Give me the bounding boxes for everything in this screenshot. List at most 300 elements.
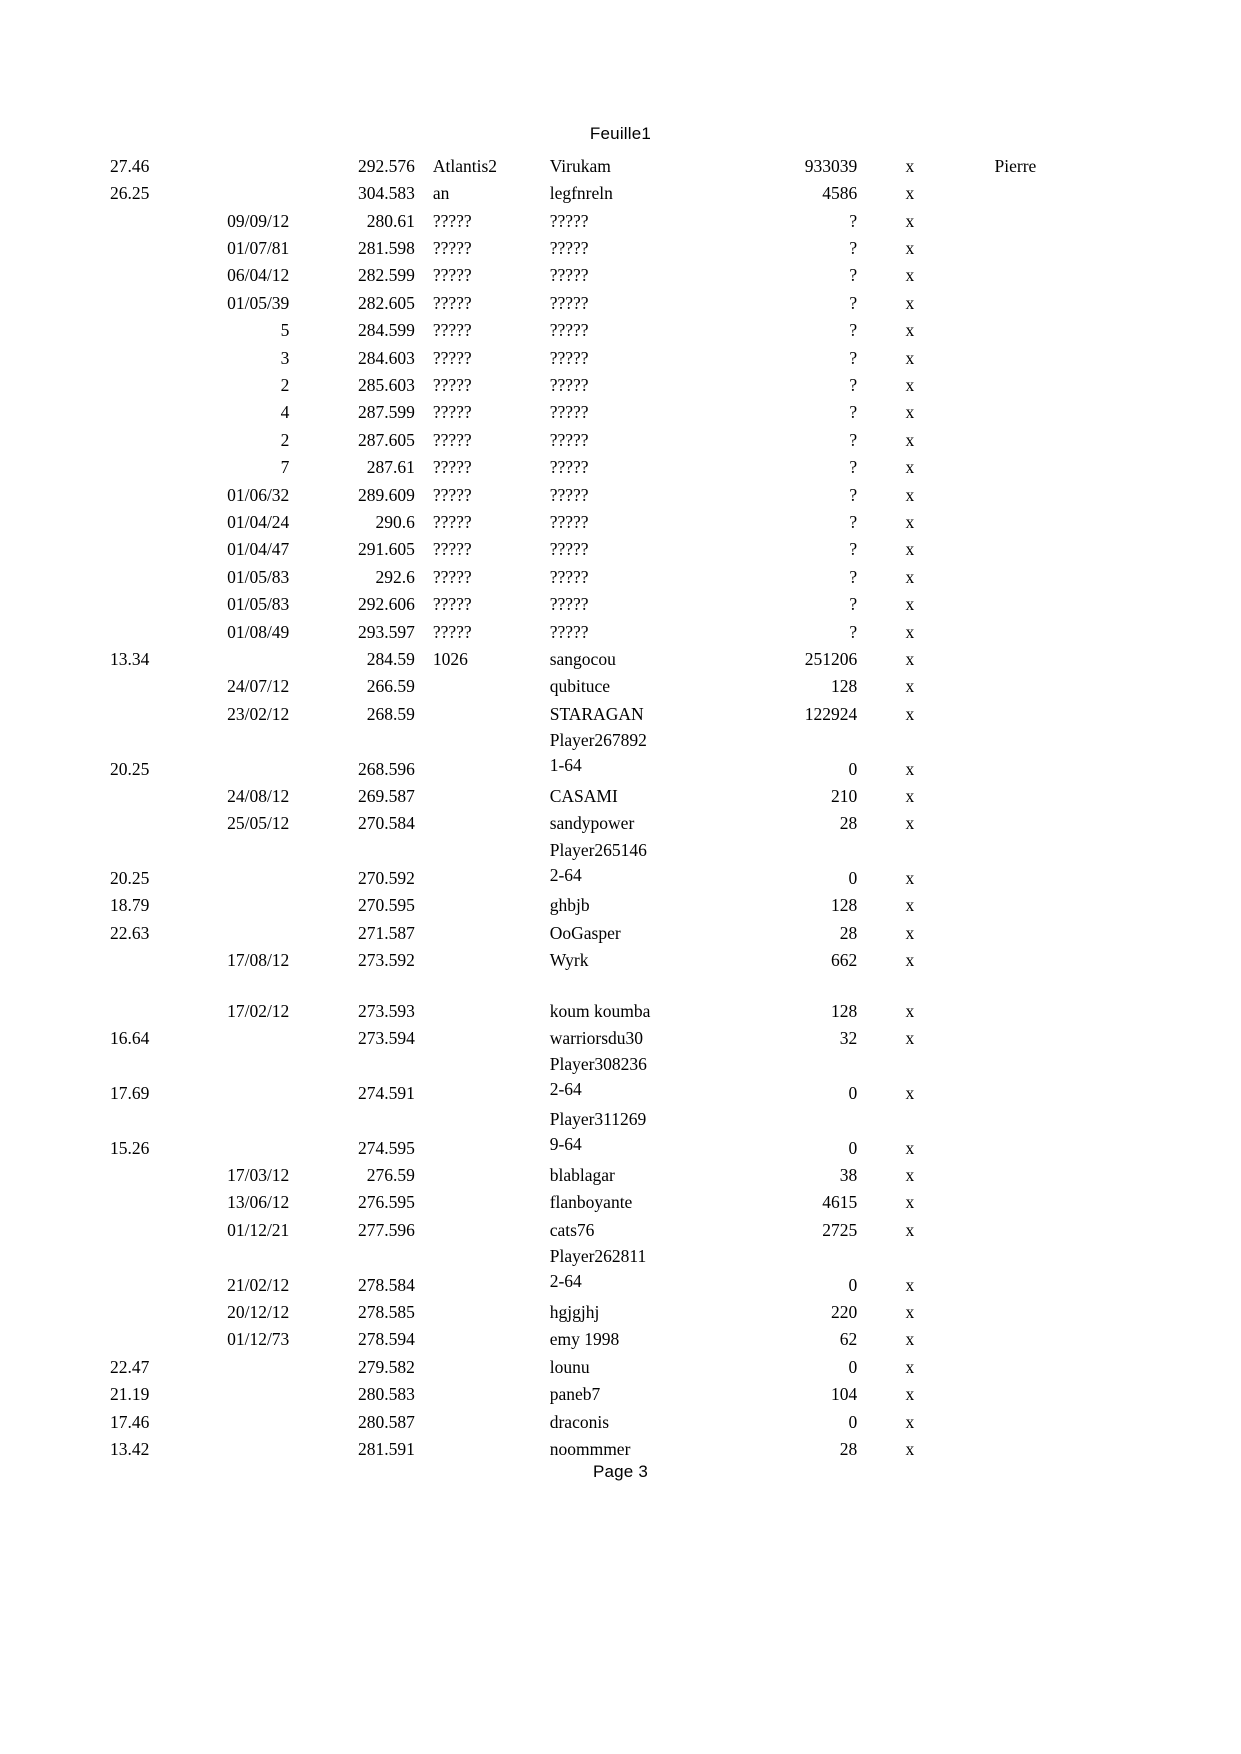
cell-mark: x <box>905 402 915 423</box>
cell-mark: x <box>905 950 915 971</box>
table-row <box>110 641 1130 668</box>
cell-name <box>541 1239 731 1294</box>
table-row <box>110 1321 1130 1348</box>
cell-owner <box>963 1102 1131 1157</box>
cell-owner <box>963 1157 1131 1184</box>
cell-name: ????? <box>549 402 589 423</box>
table-row <box>110 778 1130 805</box>
cell-name: noommmer <box>549 1438 631 1459</box>
cell-points: 0 <box>848 1137 858 1158</box>
cell-code: ????? <box>432 292 472 313</box>
cell-mark: x <box>905 347 915 368</box>
cell-code <box>421 1376 541 1403</box>
cell-mark: x <box>905 1000 915 1021</box>
cell-code: 1026 <box>432 648 468 669</box>
cell-mark: x <box>905 238 915 259</box>
table-row <box>110 993 1130 1020</box>
cell-value: 06/04/12 <box>227 265 290 286</box>
cell-score: 270.584 <box>357 813 415 834</box>
cell-score: 292.6 <box>375 566 415 587</box>
cell-score: 282.599 <box>357 265 415 286</box>
table-row <box>110 888 1130 915</box>
cell-owner <box>963 422 1131 449</box>
table-row <box>110 1185 1130 1212</box>
cell-score: 273.593 <box>357 1000 415 1021</box>
cell-owner <box>963 888 1131 915</box>
cell-value: 5 <box>280 320 290 341</box>
cell-owner <box>963 696 1131 723</box>
sheet-header-title: Feuille1 <box>589 124 652 143</box>
cell-value: 20.25 <box>110 868 150 889</box>
cell-score: 278.584 <box>357 1274 415 1295</box>
table-row <box>110 805 1130 832</box>
cell-code: ????? <box>432 566 472 587</box>
cell-code <box>421 696 541 723</box>
cell-code: ????? <box>432 594 472 615</box>
cell-mark: x <box>905 1274 915 1295</box>
table-row <box>110 668 1130 695</box>
cell-mark: x <box>905 1165 915 1186</box>
cell-owner <box>963 915 1131 942</box>
cell-owner <box>963 449 1131 476</box>
cell-code: ????? <box>432 210 472 231</box>
cell-points: 32 <box>839 1028 858 1049</box>
table-row <box>110 1048 1130 1103</box>
cell-value: 01/06/32 <box>227 484 290 505</box>
cell-code <box>421 915 541 942</box>
cell-value: 27.46 <box>110 155 150 176</box>
cell-mark: x <box>905 210 915 231</box>
cell-code <box>421 723 541 778</box>
cell-value: 01/12/73 <box>227 1329 290 1350</box>
cell-name <box>541 723 731 778</box>
cell-code <box>421 1349 541 1376</box>
cell-score: 268.59 <box>366 703 415 724</box>
cell-mark: x <box>905 922 915 943</box>
cell-name: ????? <box>549 566 589 587</box>
table-row <box>110 1157 1130 1184</box>
cell-code <box>421 1212 541 1239</box>
cell-name: Wyrk <box>549 950 589 971</box>
cell-name: ????? <box>549 539 589 560</box>
table-row <box>110 942 1130 969</box>
cell-name: cats76 <box>549 1219 595 1240</box>
cell-points: 128 <box>830 676 858 697</box>
cell-mark <box>857 970 962 993</box>
cell-score: 277.596 <box>357 1219 415 1240</box>
cell-mark: x <box>905 703 915 724</box>
cell-name: ????? <box>549 320 589 341</box>
cell-points: 62 <box>839 1329 858 1350</box>
cell-value: 2 <box>280 429 290 450</box>
cell-points: ? <box>849 621 858 642</box>
cell-owner <box>963 641 1131 668</box>
cell-score: 268.596 <box>357 758 415 779</box>
cell-mark: x <box>905 484 915 505</box>
cell-mark: x <box>905 375 915 396</box>
cell-score: 285.603 <box>357 375 415 396</box>
cell-owner <box>963 1321 1131 1348</box>
cell-mark: x <box>905 758 915 779</box>
cell-code <box>421 1404 541 1431</box>
cell-value: 01/04/47 <box>227 539 290 560</box>
table-row <box>110 422 1130 449</box>
cell-name: qubituce <box>549 676 610 697</box>
cell-name: STARAGAN <box>549 703 644 724</box>
cell-name: OoGasper <box>549 922 621 943</box>
table-row <box>110 531 1130 558</box>
cell-value: 17.69 <box>110 1082 150 1103</box>
cell-code <box>421 1157 541 1184</box>
table-row <box>110 1349 1130 1376</box>
table-row <box>110 1239 1130 1294</box>
cell-points: 38 <box>839 1165 858 1186</box>
cell-code: an <box>432 183 450 204</box>
table-row-blank <box>110 970 1130 993</box>
cell-code <box>421 1185 541 1212</box>
cell-name: Virukam <box>549 155 611 176</box>
cell-points: 0 <box>848 1082 858 1103</box>
cell-name: ????? <box>549 347 589 368</box>
cell-code <box>421 1321 541 1348</box>
table-row <box>110 1404 1130 1431</box>
cell-name: ????? <box>549 429 589 450</box>
cell-mark: x <box>905 429 915 450</box>
cell-score: 280.61 <box>366 210 415 231</box>
cell-code: ????? <box>432 265 472 286</box>
cell-value: 20.25 <box>110 758 150 779</box>
cell-owner <box>963 942 1131 969</box>
table-row <box>110 586 1130 613</box>
cell-owner <box>963 614 1131 641</box>
cell-mark: x <box>905 785 915 806</box>
cell-score: 282.605 <box>357 292 415 313</box>
cell-score: 304.583 <box>357 183 415 204</box>
cell-points: 28 <box>839 813 858 834</box>
cell-points: 4586 <box>822 183 858 204</box>
cell-mark: x <box>905 1028 915 1049</box>
cell-code <box>421 888 541 915</box>
cell-points: ? <box>849 539 858 560</box>
cell-name: paneb7 <box>549 1384 601 1405</box>
cell-points: 662 <box>830 950 858 971</box>
cell-name: ????? <box>549 511 589 532</box>
cell-code <box>421 942 541 969</box>
table-row <box>110 1376 1130 1403</box>
cell-mark: x <box>905 621 915 642</box>
table-row <box>110 1102 1130 1157</box>
cell-value: 4 <box>280 402 290 423</box>
cell-score: 293.597 <box>357 621 415 642</box>
cell-points: 122924 <box>804 703 858 724</box>
cell-owner <box>963 805 1131 832</box>
cell-owner <box>963 970 1131 993</box>
cell-mark: x <box>905 1356 915 1377</box>
cell-score: 284.603 <box>357 347 415 368</box>
cell-score: 270.592 <box>357 868 415 889</box>
cell-name-line-1: Player267892 <box>549 730 647 750</box>
table-row <box>110 559 1130 586</box>
cell-mark: x <box>905 676 915 697</box>
cell-mark: x <box>905 813 915 834</box>
cell-value: 01/04/24 <box>227 511 290 532</box>
cell-code <box>421 1102 541 1157</box>
cell-owner <box>963 175 1131 202</box>
cell-code: ????? <box>432 347 472 368</box>
cell-score: 287.605 <box>357 429 415 450</box>
cell-value: 17/03/12 <box>227 1165 290 1186</box>
cell-code: ????? <box>432 375 472 396</box>
cell-name: warriorsdu30 <box>549 1028 644 1049</box>
cell-points: 933039 <box>804 155 858 176</box>
cell-name-line-1: Player262811 <box>549 1246 647 1267</box>
cell-value: 20/12/12 <box>227 1301 290 1322</box>
cell-mark: x <box>905 1411 915 1432</box>
cell-owner <box>963 340 1131 367</box>
cell-code: ????? <box>432 457 472 478</box>
table-row <box>110 1212 1130 1239</box>
cell-mark: x <box>905 155 915 176</box>
cell-code: ????? <box>432 511 472 532</box>
table-row <box>110 340 1130 367</box>
cell-mark: x <box>905 511 915 532</box>
cell-points: ? <box>849 375 858 396</box>
cell-points: 128 <box>830 895 858 916</box>
cell-score: 280.587 <box>357 1411 415 1432</box>
cell-points: ? <box>849 484 858 505</box>
cell-score: 284.599 <box>357 320 415 341</box>
cell-points: 0 <box>848 758 858 779</box>
cell-mark: x <box>905 320 915 341</box>
cell-name: ????? <box>549 621 589 642</box>
cell-owner <box>963 1212 1131 1239</box>
cell-name: draconis <box>549 1411 610 1432</box>
cell-score: 292.576 <box>357 155 415 176</box>
cell-value: 09/09/12 <box>227 210 290 231</box>
cell-code <box>421 833 541 888</box>
cell-score: 278.594 <box>357 1329 415 1350</box>
spreadsheet-body <box>110 148 1130 1458</box>
cell-points: 128 <box>830 1000 858 1021</box>
cell-value: 01/07/81 <box>227 238 290 259</box>
cell-score: 281.591 <box>357 1438 415 1459</box>
table-row <box>110 723 1130 778</box>
cell-name-line-1: Player311269 <box>549 1109 647 1130</box>
cell-value: 24/08/12 <box>227 785 290 806</box>
cell-owner <box>963 559 1131 586</box>
cell-score: 270.595 <box>357 895 415 916</box>
cell-points: ? <box>849 402 858 423</box>
table-row <box>110 1431 1130 1458</box>
cell-code <box>421 805 541 832</box>
cell-code: ????? <box>432 539 472 560</box>
cell-name: koum koumba <box>549 1000 651 1021</box>
cell-score: 276.59 <box>366 1165 415 1186</box>
cell-mark: x <box>905 539 915 560</box>
cell-mark: x <box>905 1384 915 1405</box>
cell-mark: x <box>905 1082 915 1103</box>
cell-name-line-2: 2-64 <box>549 1271 582 1292</box>
cell-value: 26.25 <box>110 183 150 204</box>
cell-mark: x <box>905 457 915 478</box>
cell-name <box>541 1102 731 1157</box>
cell-owner <box>963 668 1131 695</box>
cell-mark: x <box>905 1137 915 1158</box>
cell-owner <box>963 504 1131 531</box>
cell-points: 2725 <box>822 1219 858 1240</box>
cell-owner <box>963 285 1131 312</box>
cell-score: 274.591 <box>357 1082 415 1103</box>
cell-owner <box>963 1404 1131 1431</box>
cell-points: ? <box>849 594 858 615</box>
cell-name <box>541 833 731 888</box>
cell-code <box>421 970 541 993</box>
table-row <box>110 367 1130 394</box>
cell-owner <box>963 833 1131 888</box>
cell-score: 269.587 <box>357 785 415 806</box>
cell-points: ? <box>849 429 858 450</box>
cell-score: 284.59 <box>366 648 415 669</box>
table-row <box>110 285 1130 312</box>
cell-value: 13/06/12 <box>227 1192 290 1213</box>
cell-score: 290.6 <box>375 511 415 532</box>
cell-value: 13.34 <box>110 648 150 669</box>
cell-owner <box>963 1349 1131 1376</box>
cell-mark: x <box>905 1329 915 1350</box>
cell-owner <box>963 1376 1131 1403</box>
cell-owner <box>963 258 1131 285</box>
cell-code: ????? <box>432 238 472 259</box>
table-row <box>110 312 1130 339</box>
table-row <box>110 1294 1130 1321</box>
cell-points: 210 <box>830 785 858 806</box>
cell-name: hgjgjhj <box>549 1301 600 1322</box>
cell-code <box>421 1294 541 1321</box>
cell-owner <box>963 312 1131 339</box>
cell-mark: x <box>905 895 915 916</box>
table-row <box>110 614 1130 641</box>
cell-mark: x <box>905 183 915 204</box>
cell-score: 266.59 <box>366 676 415 697</box>
cell-score: 280.583 <box>357 1384 415 1405</box>
cell-points: 28 <box>839 922 858 943</box>
cell-value: 01/05/83 <box>227 566 290 587</box>
table-row <box>110 449 1130 476</box>
cell-name <box>541 970 731 993</box>
cell-mark: x <box>905 566 915 587</box>
cell-value: 23/02/12 <box>227 703 290 724</box>
cell-points: ? <box>849 265 858 286</box>
cell-value: 22.47 <box>110 1356 150 1377</box>
cell-name-line-2: 1-64 <box>549 755 582 775</box>
table-row <box>110 203 1130 230</box>
page-footer: Page 3 <box>592 1462 649 1481</box>
cell-code <box>421 1048 541 1103</box>
cell-name: blablagar <box>549 1165 615 1186</box>
cell-value: 16.64 <box>110 1028 150 1049</box>
cell-score: 291.605 <box>357 539 415 560</box>
cell-value: 22.63 <box>110 922 150 943</box>
cell-name: CASAMI <box>549 785 618 806</box>
table-row <box>110 175 1130 202</box>
cell-owner <box>963 1239 1131 1294</box>
cell-points: ? <box>849 292 858 313</box>
cell-value: 01/12/21 <box>227 1219 290 1240</box>
cell-score: 292.606 <box>357 594 415 615</box>
cell-name: ????? <box>549 292 589 313</box>
cell-value <box>110 970 307 993</box>
cell-code <box>421 668 541 695</box>
cell-points <box>731 970 857 993</box>
cell-code: ????? <box>432 320 472 341</box>
cell-name <box>541 1048 731 1103</box>
cell-points: 251206 <box>804 648 858 669</box>
cell-value: 13.42 <box>110 1438 150 1459</box>
cell-name: lounu <box>549 1356 590 1377</box>
cell-mark: x <box>905 868 915 889</box>
cell-value: 3 <box>280 347 290 368</box>
cell-name-line-2: 2-64 <box>549 864 582 885</box>
cell-score: 274.595 <box>357 1137 415 1158</box>
cell-points: 220 <box>830 1301 858 1322</box>
cell-value: 21.19 <box>110 1384 150 1405</box>
cell-value: 18.79 <box>110 895 150 916</box>
cell-mark: x <box>905 648 915 669</box>
cell-points: ? <box>849 238 858 259</box>
table-row <box>110 1020 1130 1047</box>
cell-points: ? <box>849 320 858 341</box>
cell-value: 7 <box>280 457 290 478</box>
cell-owner <box>963 477 1131 504</box>
cell-owner <box>963 1185 1131 1212</box>
cell-name: ????? <box>549 594 589 615</box>
cell-points: ? <box>849 566 858 587</box>
cell-points: 0 <box>848 1411 858 1432</box>
cell-points: ? <box>849 347 858 368</box>
cell-points: 0 <box>848 868 858 889</box>
cell-score: 276.595 <box>357 1192 415 1213</box>
cell-code: ????? <box>432 484 472 505</box>
table-row <box>110 258 1130 285</box>
cell-mark: x <box>905 1192 915 1213</box>
cell-value: 01/05/83 <box>227 594 290 615</box>
cell-points: 0 <box>848 1356 858 1377</box>
cell-score: 271.587 <box>357 922 415 943</box>
cell-name-line-1: Player265146 <box>549 839 647 860</box>
cell-score: 273.592 <box>357 950 415 971</box>
cell-owner <box>963 367 1131 394</box>
table-row <box>110 915 1130 942</box>
cell-code: Atlantis2 <box>432 155 498 176</box>
cell-owner <box>963 586 1131 613</box>
cell-score: 279.582 <box>357 1356 415 1377</box>
table-row <box>110 696 1130 723</box>
cell-code: ????? <box>432 621 472 642</box>
cell-value: 25/05/12 <box>227 813 290 834</box>
cell-code <box>421 778 541 805</box>
cell-mark: x <box>905 292 915 313</box>
table-row <box>110 230 1130 257</box>
cell-code: ????? <box>432 429 472 450</box>
cell-owner <box>963 531 1131 558</box>
cell-name-line-2: 9-64 <box>549 1134 582 1155</box>
cell-owner <box>963 1020 1131 1047</box>
cell-score: 289.609 <box>357 484 415 505</box>
cell-score: 278.585 <box>357 1301 415 1322</box>
cell-name: emy 1998 <box>549 1329 620 1350</box>
cell-owner <box>963 395 1131 422</box>
cell-owner <box>963 993 1131 1020</box>
